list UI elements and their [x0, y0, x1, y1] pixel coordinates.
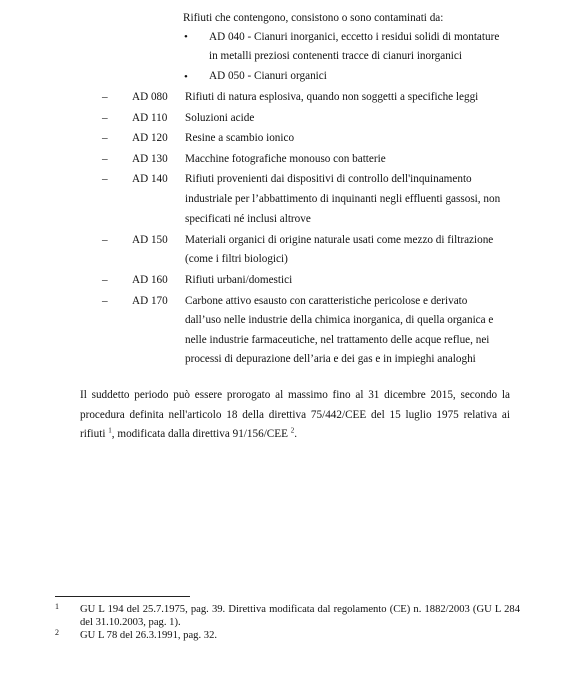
bullet-ad040-line2: in metalli preziosi contenenti tracce di cianuri inorganici — [209, 50, 462, 62]
item-text: nelle industrie farmaceutiche, nel trattamento delle acque reflue, nei — [185, 334, 490, 346]
item-text: Resine a scambio ionico — [185, 132, 295, 144]
footnote-number: 1 — [55, 602, 59, 611]
list-dash: – — [102, 91, 108, 103]
bullet-ad040-line1: AD 040 - Cianuri inorganici, eccetto i residui solidi di montature — [209, 31, 500, 43]
item-text: Rifiuti di natura esplosiva, quando non soggetti a specifiche leggi — [185, 91, 479, 103]
item-code: AD 160 — [132, 274, 168, 286]
list-dash: – — [102, 112, 108, 124]
item-text: specificati né inclusi altrove — [185, 213, 311, 225]
item-code: AD 080 — [132, 91, 168, 103]
item-code: AD 170 — [132, 295, 168, 307]
list-dash: – — [102, 295, 108, 307]
bullet-marker: • — [184, 31, 188, 43]
item-text: Rifiuti provenienti dai dispositivi di controllo dell'inquinamento — [185, 173, 472, 185]
footnote-ref-1[interactable]: 1 — [108, 426, 112, 435]
item-code: AD 140 — [132, 173, 168, 185]
item-text: Soluzioni acide — [185, 112, 255, 124]
bullet-marker: • — [184, 71, 188, 83]
item-text: Materiali organici di origine naturale usati come mezzo di filtrazione — [185, 234, 494, 246]
item-text: Carbone attivo esausto con caratteristiche pericolose e derivato — [185, 295, 468, 307]
footnote-ref-2[interactable]: 2 — [290, 426, 295, 435]
item-code: AD 120 — [132, 132, 168, 144]
footnote-text: GU L 194 del 25.7.1975, pag. 39. Direttiva modificata dal regolamento (CE) n. 1882/2003 (GU L 284 del 31.10.2003, pag. 1). — [80, 604, 520, 628]
list-dash: – — [102, 274, 108, 286]
paragraph-text: , modificata dalla direttiva 91/156/CEE — [111, 428, 288, 440]
intro-text: Rifiuti che contengono, consistono o sono contaminati da: — [183, 12, 444, 24]
item-text: processi di depurazione dell’aria e dei gas e in impieghi analoghi — [185, 353, 476, 365]
item-text: industriale per l’abbattimento di inquinanti negli effluenti gassosi, non — [185, 193, 501, 205]
item-text: (come i filtri biologici) — [185, 253, 288, 265]
paragraph-text: . — [294, 428, 298, 440]
item-code: AD 150 — [132, 234, 168, 246]
item-text: dall’uso nelle industrie della chimica inorganica, di quella organica e — [185, 314, 494, 326]
list-dash: – — [102, 234, 108, 246]
list-dash: – — [102, 153, 108, 165]
item-code: AD 110 — [132, 112, 168, 124]
item-code: AD 130 — [132, 153, 168, 165]
bullet-ad050: AD 050 - Cianuri organici — [209, 70, 327, 82]
list-dash: – — [102, 132, 108, 144]
item-text: Macchine fotografiche monouso con batterie — [185, 153, 386, 165]
list-dash: – — [102, 173, 108, 185]
item-text: Rifiuti urbani/domestici — [185, 274, 293, 286]
footnote-separator — [55, 596, 190, 597]
footnote-number: 2 — [55, 628, 59, 637]
paragraph-text: Il suddetto periodo può essere prorogato al massimo fino al 31 dicembre 2015, secondo la procedura definita nell'articolo 18 della direttiva 75/442/CEE del 15 luglio 1975 relativa ai rifiuti — [80, 389, 510, 440]
body-paragraph — [80, 386, 510, 445]
footnote-text: GU L 78 del 26.3.1991, pag. 32. — [80, 630, 218, 641]
